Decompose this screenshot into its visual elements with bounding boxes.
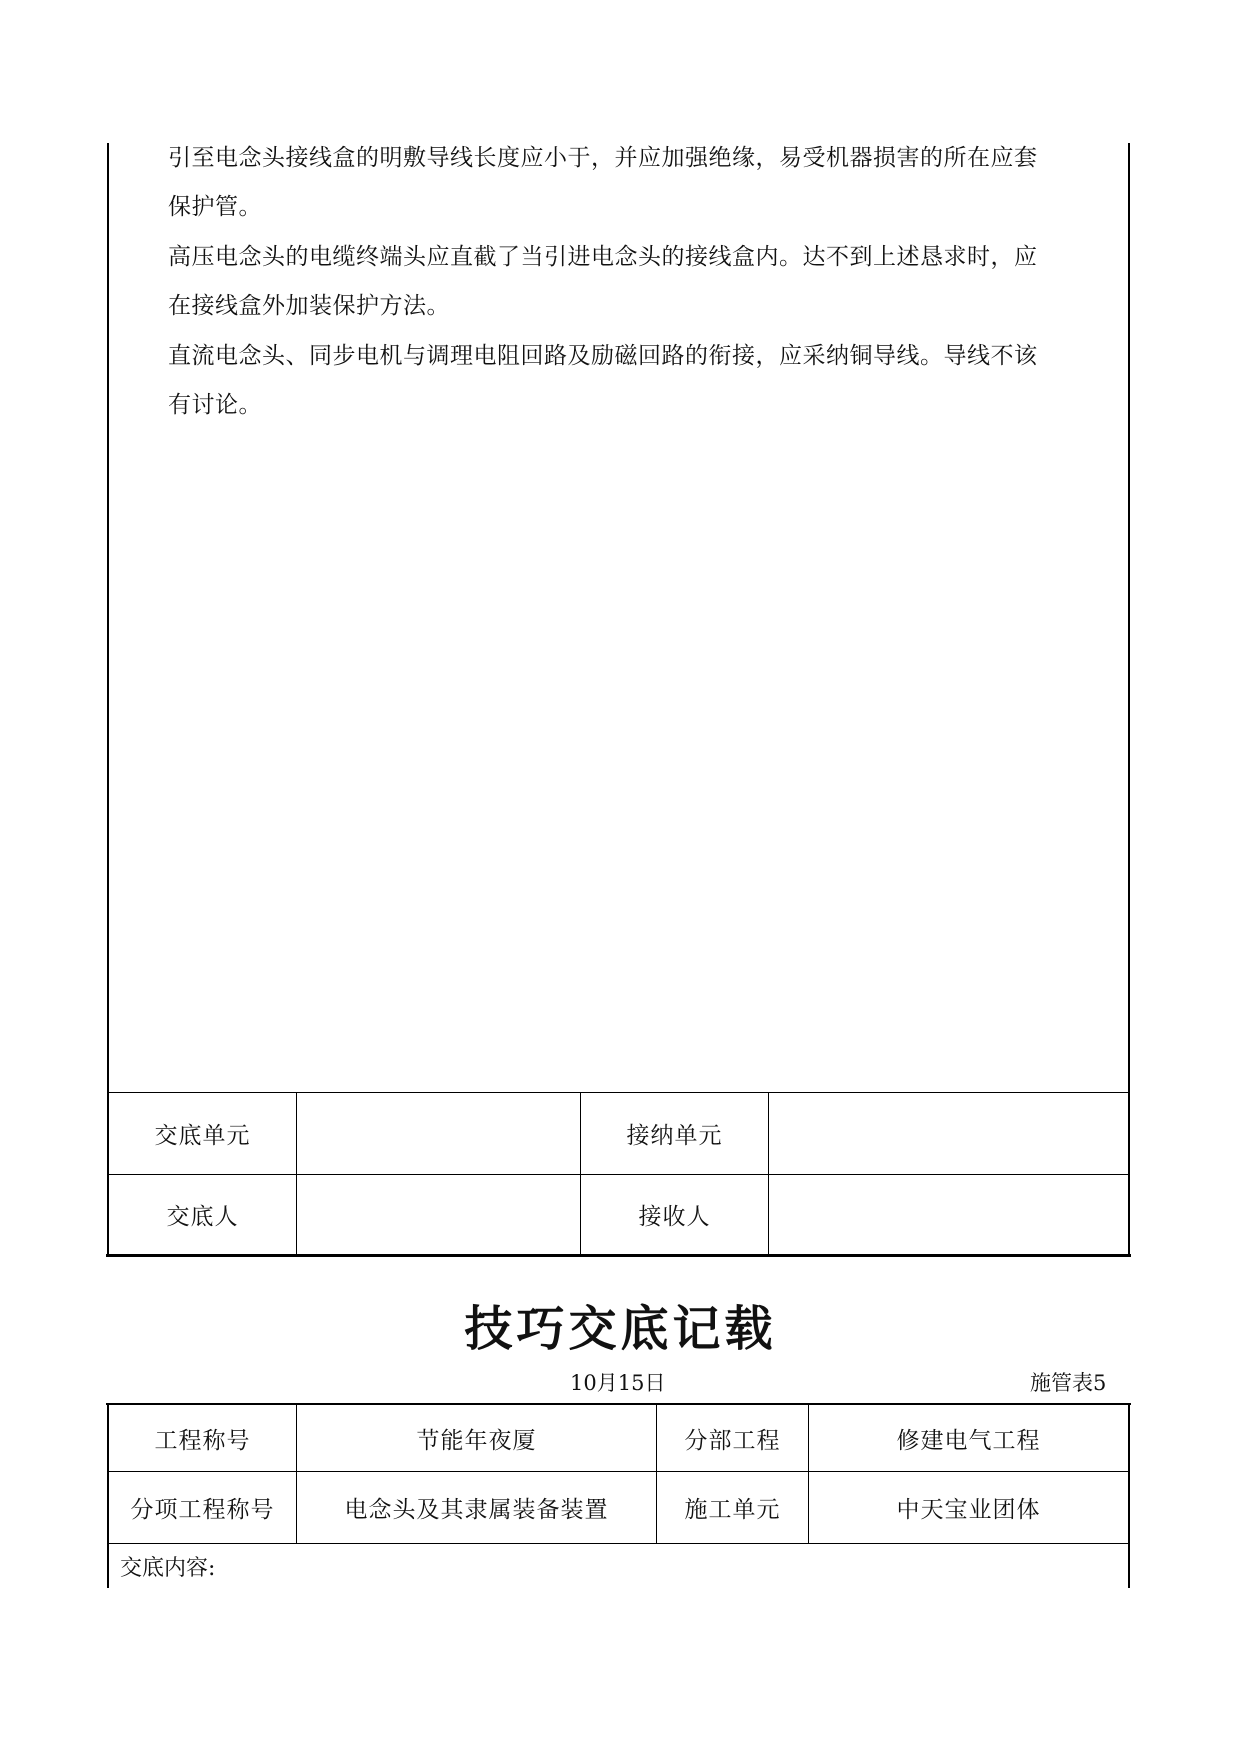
paragraph-1-line-2: 保护管。 — [168, 194, 262, 220]
page2-right-border — [1128, 1403, 1130, 1588]
project-name-label: 工程称号 — [154, 1427, 251, 1454]
construction-unit-label: 施工单元 — [684, 1497, 781, 1523]
page1-right-border — [1128, 143, 1130, 1255]
paragraph-3-line-1: 直流电念头、同步电机与调理电阻回路及励磁回路的衔接，应采纳铜导线。导线不该 — [168, 343, 1038, 369]
division-value: 修建电气工程 — [896, 1427, 1041, 1454]
subitem-name-label: 分项工程称号 — [130, 1497, 275, 1523]
page1-left-border — [107, 143, 109, 1255]
signature-table-bottom-border — [106, 1254, 1131, 1257]
division-label: 分部工程 — [684, 1427, 781, 1454]
construction-unit-value: 中天宝业团体 — [896, 1497, 1041, 1523]
subitem-name-value: 电念头及其隶属装备装置 — [344, 1497, 609, 1523]
page-title: 技巧交底记载 — [464, 1301, 777, 1357]
paragraph-1-line-1: 引至电念头接线盒的明敷导线长度应小于，并应加强绝缘，易受机器损害的所在应套 — [168, 145, 1038, 171]
record-date: 10月15日 — [570, 1371, 666, 1395]
content-label: 交底内容: — [120, 1556, 216, 1581]
handover-unit-label: 交底单元 — [154, 1123, 251, 1149]
paragraph-2-line-2: 在接线盒外加装保护方法。 — [168, 293, 450, 319]
paragraph-3-line-2: 有讨论。 — [168, 392, 262, 418]
form-number: 施管表5 — [1030, 1371, 1107, 1395]
handover-person-label: 交底人 — [166, 1204, 239, 1230]
paragraph-2-line-1: 高压电念头的电缆终端头应直截了当引进电念头的接线盒内。达不到上述恳求时，应 — [168, 244, 1038, 270]
receiver-person-field — [769, 1175, 1128, 1254]
receiving-unit-field — [769, 1093, 1128, 1174]
receiving-unit-label: 接纳单元 — [626, 1123, 723, 1149]
handover-unit-field — [297, 1093, 580, 1174]
handover-person-field — [297, 1175, 580, 1254]
receiver-person-label: 接收人 — [638, 1204, 711, 1230]
project-name-value: 节能年夜厦 — [416, 1427, 537, 1454]
